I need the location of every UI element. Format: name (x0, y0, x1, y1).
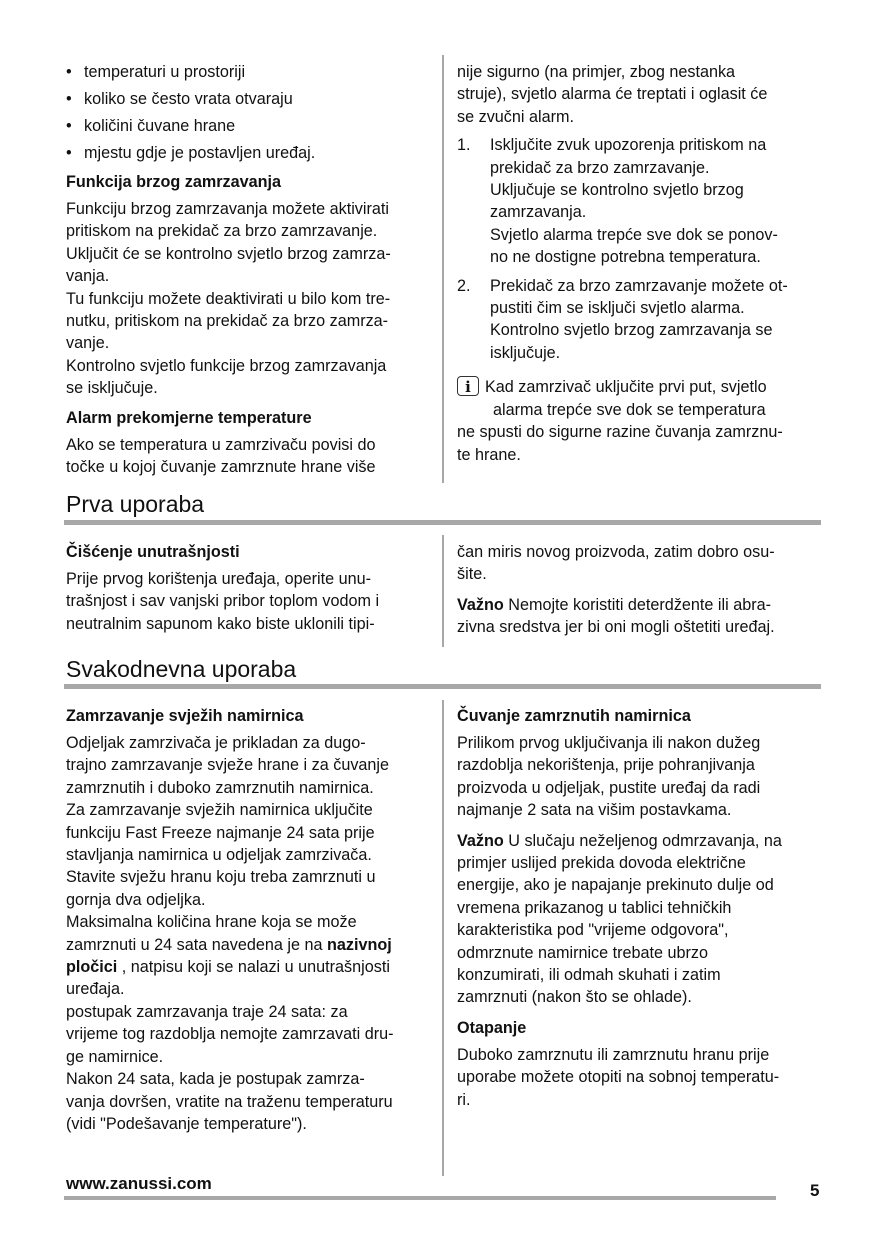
alarm-intro (457, 61, 827, 128)
freezing-fresh-heading: Zamrzavanje svježih namirnica (66, 707, 304, 725)
text-line: prekidač za brzo zamrzavanje. (490, 158, 710, 177)
column-divider (442, 55, 444, 483)
text-line: trajno zamrzavanje svježe hrane i za čuvanje (66, 756, 390, 775)
factor-list (66, 61, 431, 164)
list-item: • temperaturi u prostoriji (66, 61, 431, 83)
important-note (457, 830, 827, 852)
text-line: gornja dva odjeljka. (66, 890, 206, 909)
text-line: vrijeme tog razdoblja nemojte zamrzavati dru- (66, 1025, 394, 1044)
text-line: nutku, pritiskom na prekidač za brzo zamrza- (66, 312, 389, 331)
text-line: Maksimalna količina hrane koja se može (66, 913, 357, 932)
text-line: funkciju Fast Freeze najmanje 24 sata prije (66, 823, 375, 842)
text-line: pustiti čim se isključi svjetlo alarma. (490, 299, 745, 318)
list-item: • mjestu gdje je postavljen uređaj. (66, 142, 431, 164)
section-rule (64, 684, 821, 689)
text-line: Tu funkciju možete deaktivirati u bilo kom tre- (66, 289, 391, 308)
text-line: vremena prikazanog u tablici tehničkih (457, 898, 732, 917)
text-line (457, 376, 827, 398)
important-label: Važno (457, 831, 504, 850)
nameplate-bold: pločici (66, 958, 118, 977)
text-line: uporabe možete otopiti na sobnoj temperatu- (457, 1068, 780, 1087)
daily-use-left-column (66, 705, 436, 1135)
info-note (457, 376, 827, 466)
text-line: ne spusti do sigurne razine čuvanja zamrznu- (457, 423, 783, 442)
text-line: struje), svjetlo alarma će treptati i oglasit će (457, 85, 768, 104)
text-line: Svjetlo alarma trepće sve dok se ponov- (490, 225, 778, 244)
text-line: Prekidač za brzo zamrzavanje možete ot- (490, 276, 788, 295)
text-line: zamrznutih i duboko zamrznutih namirnica. (66, 778, 374, 797)
section-rule (64, 520, 821, 525)
thawing-heading: Otapanje (457, 1018, 527, 1037)
text-line: točke u kojoj čuvanje zamrznute hrane više (66, 458, 376, 477)
text-line: ri. (457, 1090, 471, 1109)
text-line: Odjeljak zamrzivača je prikladan za dugo- (66, 734, 366, 752)
text-line: neutralnim sapunom kako biste uklonili tipi- (66, 614, 375, 633)
step-item (457, 275, 827, 365)
text-line: alarma trepće sve dok se temperatura (493, 400, 766, 419)
text-line: vanja. (66, 267, 110, 286)
step-item (457, 134, 827, 268)
text-line: karakteristika pod "vrijeme odgovora", (457, 921, 729, 940)
text-line: te hrane. (457, 445, 521, 464)
fast-freeze-paragraph (66, 198, 431, 400)
text-line: Duboko zamrznutu ili zamrznutu hranu prije (457, 1045, 770, 1064)
text-line (66, 956, 436, 978)
alarm-steps (457, 134, 827, 364)
daily-use-right-column (457, 705, 827, 1111)
column-divider (442, 700, 444, 1176)
important-text: U slučaju neželjenog odmrzavanja, na (503, 831, 782, 850)
text-line: se isključuje. (66, 379, 158, 398)
text-line: zamrzavanja. (490, 203, 587, 222)
note-text: Kad zamrzivač uključite prvi put, svjetlo (485, 378, 767, 397)
text-line: postupak zamrzavanja traje 24 sata: za (66, 1002, 348, 1021)
storage-heading: Čuvanje zamrznutih namirnica (457, 707, 691, 725)
text-line: Isključite zvuk upozorenja pritiskom na (490, 136, 767, 155)
text-line: čan miris novog proizvoda, zatim dobro osu- (457, 543, 775, 561)
text-line: pritiskom na prekidač za brzo zamrzavanje. (66, 222, 378, 241)
text-line: Funkciju brzog zamrzavanja možete aktivirati (66, 200, 389, 218)
text-line (66, 934, 436, 956)
alarm-paragraph (66, 434, 431, 479)
list-item: • koliko se često vrata otvaraju (66, 88, 431, 110)
fast-freeze-heading: Funkcija brzog zamrzavanja (66, 173, 281, 191)
alarm-heading: Alarm prekomjerne temperature (66, 408, 312, 427)
text-line: proizvoda u odjeljak, pustite uređaj da radi (457, 778, 761, 797)
important-label: Važno (457, 595, 504, 614)
page-number: 5 (810, 1181, 820, 1200)
text-span: , natpisu koji se nalazi u unutrašnjosti (117, 958, 390, 977)
text-line: šite. (457, 565, 487, 584)
top-left-column (66, 61, 431, 478)
text-line: uređaja. (66, 980, 125, 999)
text-line: Prilikom prvog uključivanja ili nakon dužeg (457, 734, 761, 752)
text-line: najmanje 2 sata na višim postavkama. (457, 801, 732, 820)
text-line: Kontrolno svjetlo brzog zamrzavanja se (490, 321, 773, 340)
nameplate-bold: nazivnoj (326, 935, 392, 954)
text-line: stavljanja namirnica u odjeljak zamrzivača. (66, 846, 372, 865)
important-text: Nemojte koristiti deterdžente ili abra- (503, 595, 771, 614)
text-line: se zvučni alarm. (457, 107, 574, 126)
text-line: Prije prvog korištenja uređaja, operite unu- (66, 570, 372, 588)
text-line: konzumirati, ili odmah skuhati i zatim (457, 966, 721, 985)
text-line: zamrznuti (nakon što se ohlade). (457, 988, 692, 1007)
text-line: Nakon 24 sata, kada je postupak zamrza- (66, 1070, 365, 1089)
section-title-first-use: Prva uporaba (66, 491, 205, 517)
text-line: Ako se temperatura u zamrzivaču povisi do (66, 435, 376, 454)
info-icon: i (457, 376, 479, 396)
important-note (457, 594, 827, 616)
text-line: odmrznute namirnice trebate ubrzo (457, 943, 709, 962)
section-title-daily-use: Svakodnevna uporaba (66, 656, 297, 682)
text-line: ge namirnice. (66, 1047, 164, 1066)
text-line: isključuje. (490, 343, 561, 362)
list-item: • količini čuvane hrane (66, 115, 431, 137)
text-line: primjer uslijed prekida dovoda električne (457, 854, 746, 873)
text-line: energije, ako je napajanje prekinuto dulje od (457, 876, 774, 895)
cleaning-heading: Čišćenje unutrašnjosti (66, 543, 240, 561)
text-line: razdoblja nekorištenja, prije pohranjivanja (457, 756, 755, 775)
text-line: Uključit će se kontrolno svjetlo brzog zamrza- (66, 244, 391, 263)
text-line: (vidi "Podešavanje temperature"). (66, 1114, 307, 1133)
text-line: Uključuje se kontrolno svjetlo brzog (490, 181, 744, 200)
text-span: zamrznuti u 24 sata navedena je na (66, 935, 327, 954)
column-divider (442, 535, 444, 647)
text-line: Za zamrzavanje svježih namirnica uključite (66, 801, 373, 820)
text-line: nije sigurno (na primjer, zbog nestanka (457, 63, 736, 81)
first-use-right-column (457, 541, 827, 639)
text-line: vanja dovršen, vratite na traženu temperaturu (66, 1092, 393, 1111)
top-right-column (457, 61, 827, 466)
text-line: Kontrolno svjetlo funkcije brzog zamrzavanja (66, 356, 387, 375)
text-line: vanje. (66, 334, 110, 353)
text-line: zivna sredstva jer bi oni mogli oštetiti uređaj. (457, 618, 775, 637)
footer-website-link[interactable]: www.zanussi.com (66, 1174, 212, 1193)
text-line: no ne dostigne potrebna temperatura. (490, 248, 761, 267)
first-use-left-column (66, 541, 431, 635)
footer-rule (64, 1196, 776, 1200)
step-number: 2. (457, 276, 471, 295)
step-number: 1. (457, 136, 471, 155)
text-line: Stavite svježu hranu koju treba zamrznuti u (66, 868, 376, 887)
text-line: trašnjost i sav vanjski pribor toplom vodom i (66, 592, 380, 611)
